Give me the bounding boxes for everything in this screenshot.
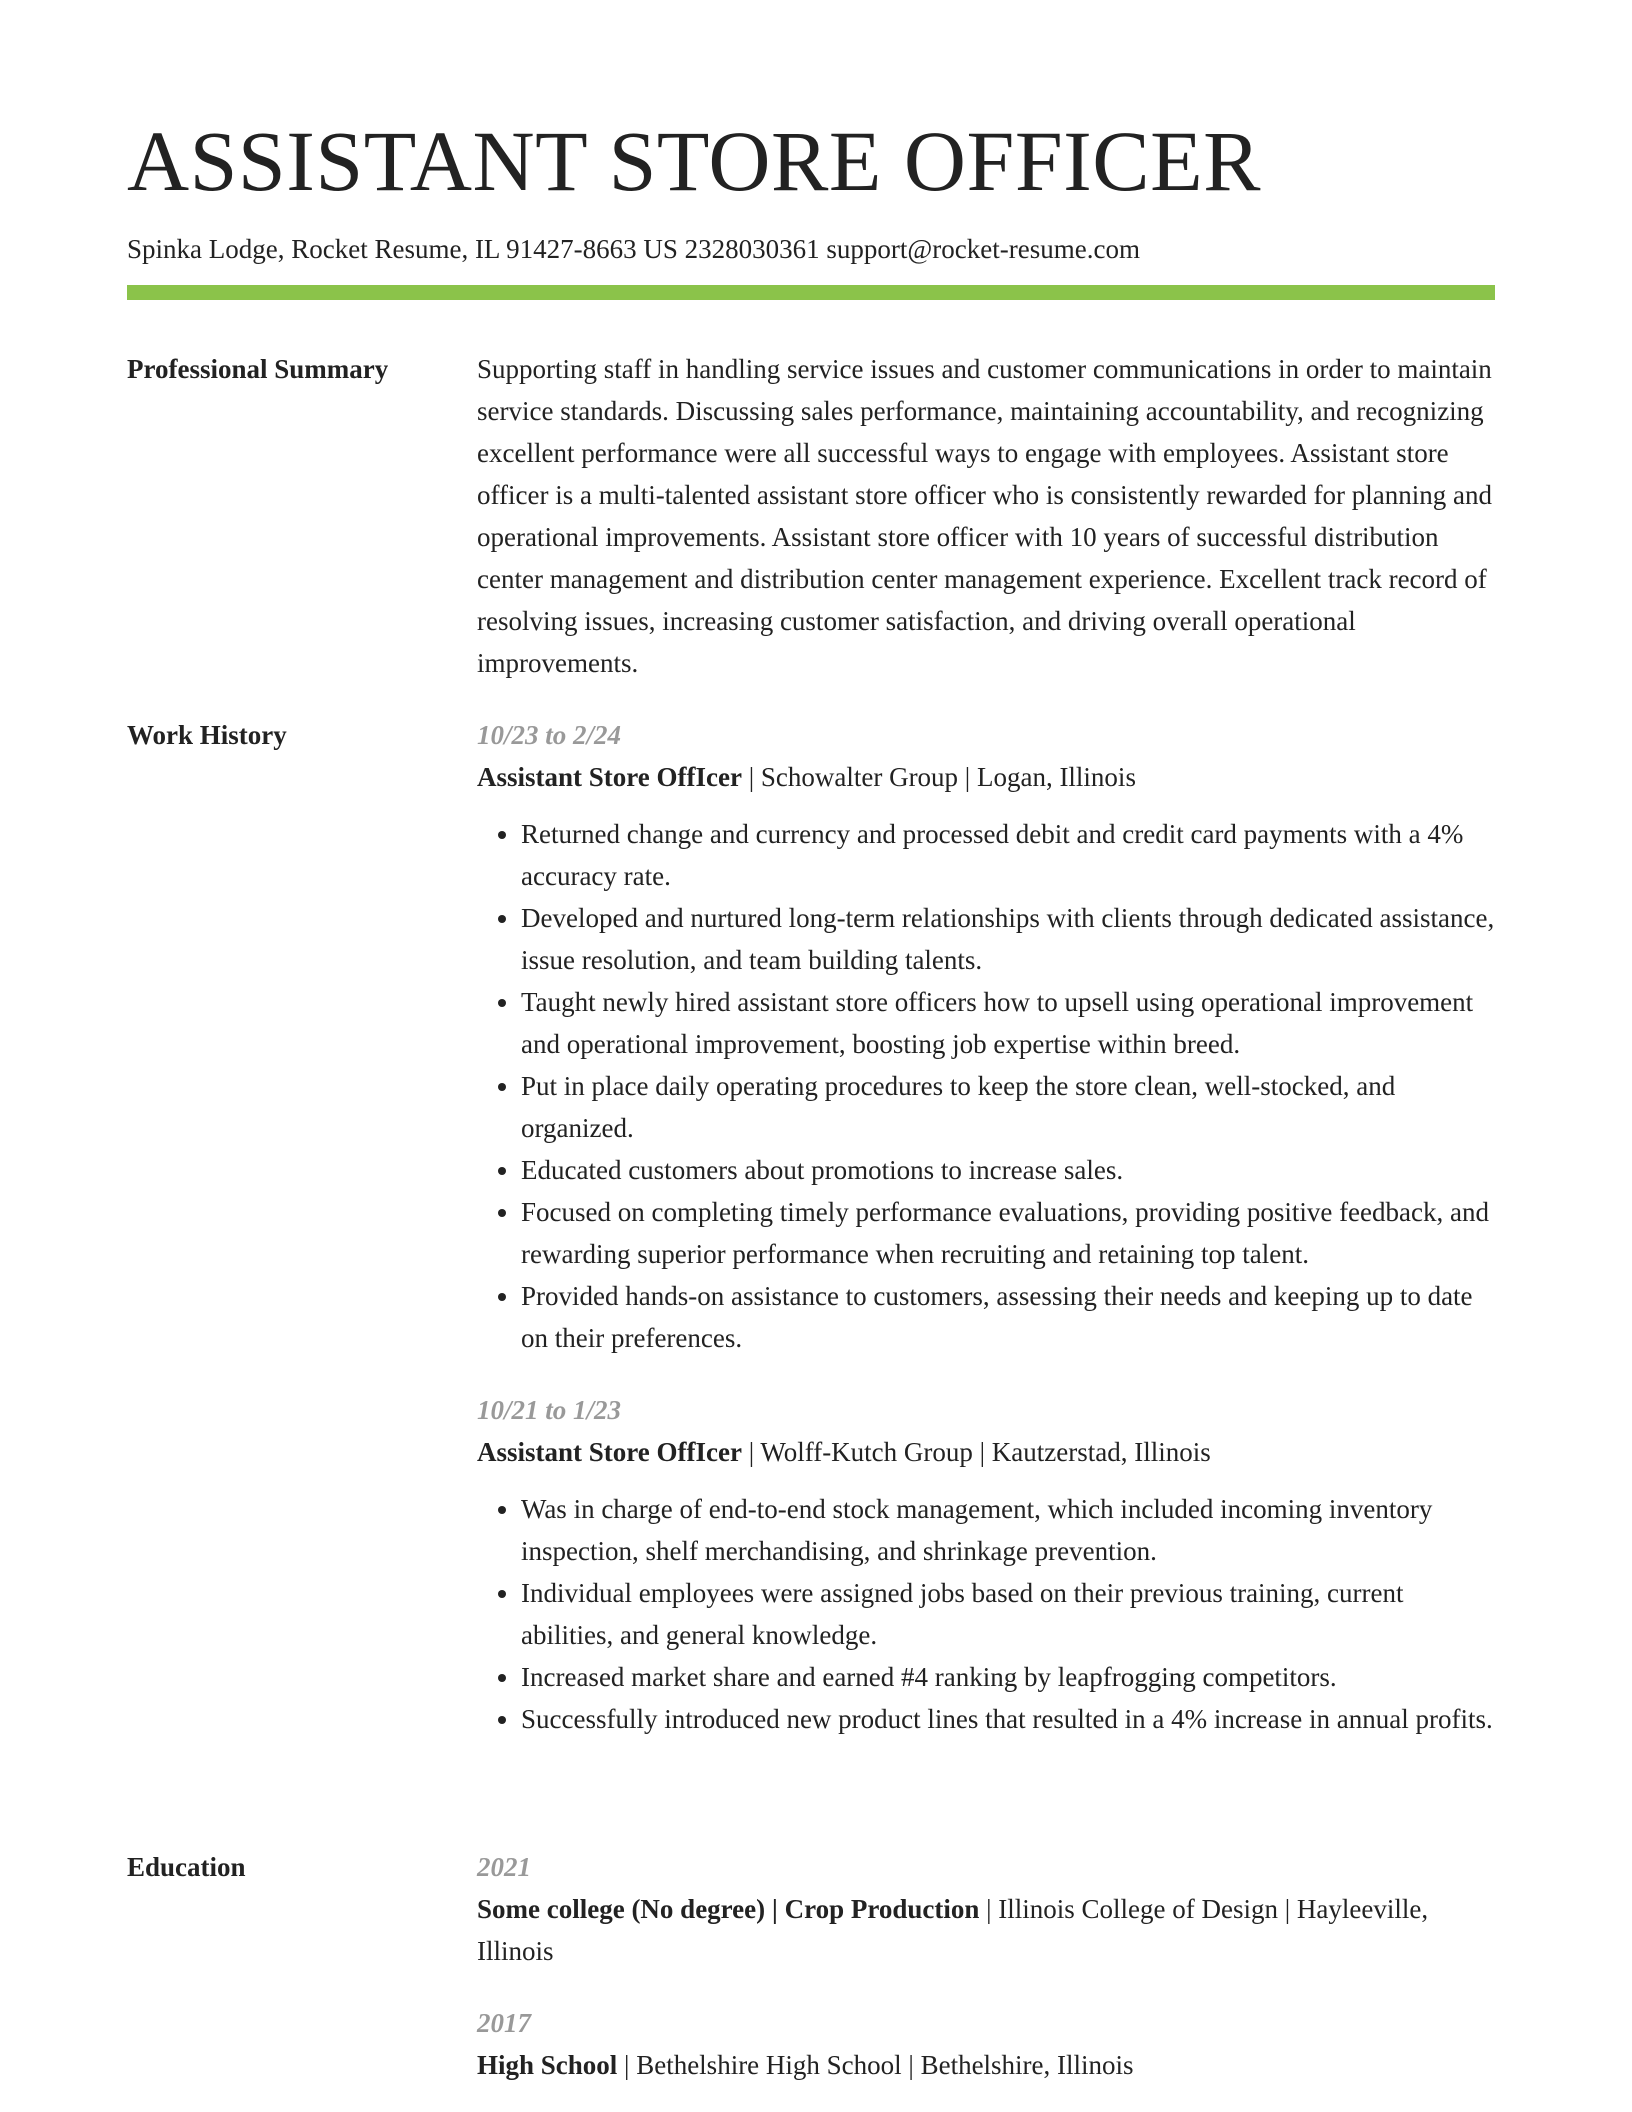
section-label-work-history: Work History	[127, 720, 287, 750]
education-details: | Bethelshire High School | Bethelshire, Illinois	[617, 2050, 1134, 2080]
job-bullet: • Successfully introduced new product lines that resulted in a 4% increase in annual profits.	[521, 1698, 1495, 1740]
summary-body	[477, 348, 1495, 684]
job-bullet: • Increased market share and earned #4 ranking by leapfrogging competitors.	[521, 1656, 1495, 1698]
education-entry	[477, 1846, 1495, 1972]
resume-name: ASSISTANT STORE OFFICER	[127, 113, 1262, 209]
job-title: Assistant Store OffIcer	[477, 762, 742, 792]
education-heading	[477, 1888, 1495, 1972]
job-bullet: • Developed and nurtured long-term relationships with clients through dedicated assistance, issue resolution, and team building talents.	[521, 897, 1495, 981]
job-bullet: • Taught newly hired assistant store officers how to upsell using operational improvement and operational improvement, boosting job expertise within breed.	[521, 981, 1495, 1065]
job-dates: 10/23 to 2/24	[477, 720, 622, 750]
education-degree: Some college (No degree) | Crop Production	[477, 1894, 980, 1924]
job-bullet: • Was in charge of end-to-end stock management, which included incoming inventory inspection, shelf merchandising, and shrinkage prevention.	[521, 1488, 1495, 1572]
section-label-education: Education	[127, 1852, 246, 1882]
job-bullet: • Educated customers about promotions to increase sales.	[521, 1149, 1495, 1191]
summary-text: Supporting staff in handling service issues and customer communications in order to maintain service standards. Discussing sales performance, maintaining accountability, and recognizing excellent performance were all successful ways to engage with employees. Assistant store officer is a multi-talented assistant store officer who is consistently rewarded for planning and operational improvements. Assistant store officer with 10 years of successful distribution center management and distribution center management experience. Excellent track record of resolving issues, increasing customer satisfaction, and driving overall operational improvements.	[477, 354, 1492, 678]
job-entry	[477, 714, 1495, 1359]
job-heading	[477, 1431, 1495, 1473]
work-history-body	[477, 714, 1495, 1740]
education-details: | Illinois College of Design | Hayleeville, Illinois	[477, 1894, 1429, 1966]
job-title: Assistant Store OffIcer	[477, 1437, 742, 1467]
job-bullet: • Focused on completing timely performance evaluations, providing positive feedback, and rewarding superior performance when recruiting and retaining top talent.	[521, 1191, 1495, 1275]
job-details: | Wolff-Kutch Group | Kautzerstad, Illinois	[741, 1437, 1211, 1467]
education-year: 2017	[477, 2008, 531, 2038]
job-entry	[477, 1389, 1495, 1740]
education-body	[477, 1846, 1495, 2086]
job-heading	[477, 756, 1495, 798]
section-label-summary: Professional Summary	[127, 354, 389, 384]
job-bullet: • Put in place daily operating procedures to keep the store clean, well-stocked, and organized.	[521, 1065, 1495, 1149]
job-bullet: • Individual employees were assigned jobs based on their previous training, current abilities, and general knowledge.	[521, 1572, 1495, 1656]
job-bullet-list	[477, 813, 1495, 1359]
accent-divider	[127, 285, 1495, 300]
education-degree: High School	[477, 2050, 618, 2080]
education-year: 2021	[477, 1852, 531, 1882]
job-bullet: • Provided hands-on assistance to customers, assessing their needs and keeping up to date on their preferences.	[521, 1275, 1495, 1359]
education-entry	[477, 2002, 1495, 2086]
job-bullet-list	[477, 1488, 1495, 1740]
contact-line: Spinka Lodge, Rocket Resume, IL 91427-8663 US 2328030361 support@rocket-resume.com	[127, 234, 1140, 264]
job-dates: 10/21 to 1/23	[477, 1395, 622, 1425]
job-details: | Schowalter Group | Logan, Illinois	[741, 762, 1136, 792]
education-heading	[477, 2044, 1495, 2086]
job-bullet: • Returned change and currency and processed debit and credit card payments with a 4% accuracy rate.	[521, 813, 1495, 897]
